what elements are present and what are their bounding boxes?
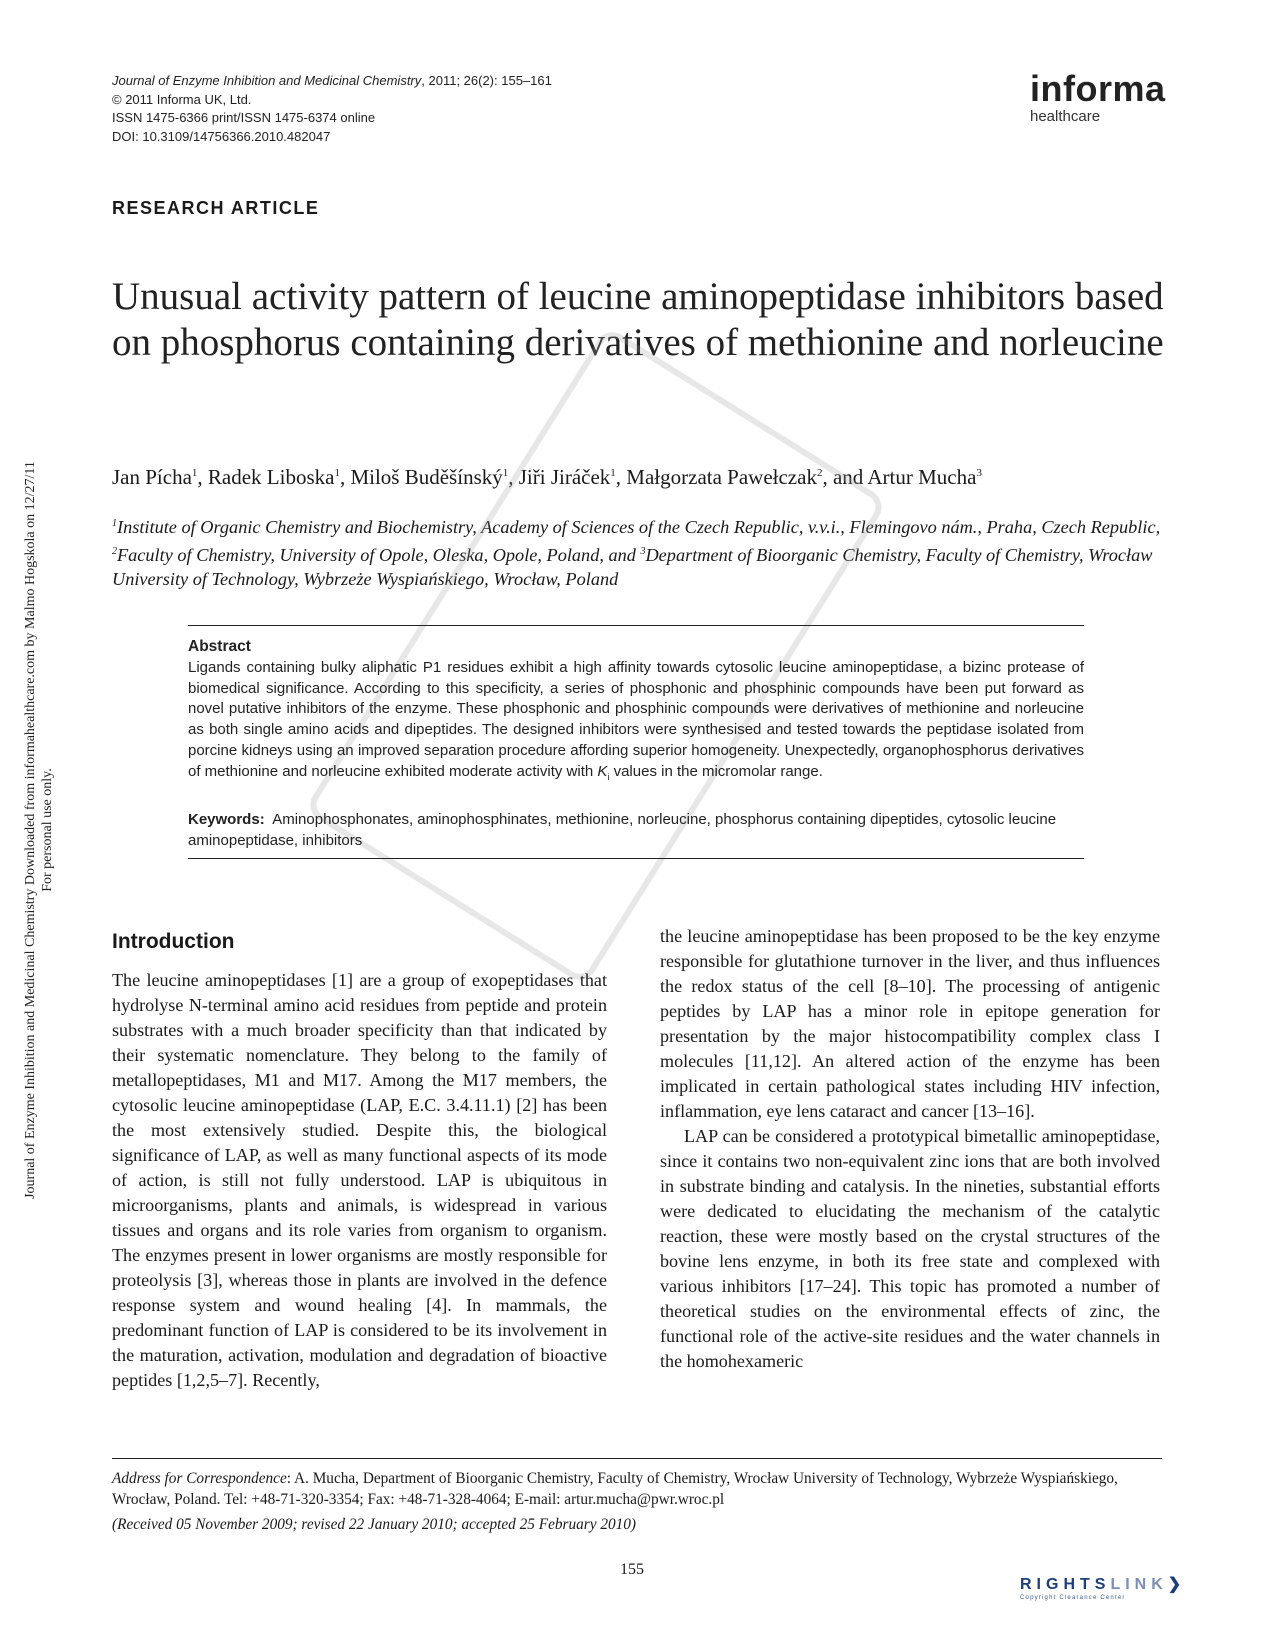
rightslink-sub: Copyright Clearance Center [1020,1595,1126,1601]
intro-column-right [660,924,1160,1374]
author: Artur Mucha [867,465,977,489]
abstract-body-end: values in the micromolar range. [609,762,823,780]
author: Jan Pícha [112,465,192,489]
author-affil-mark: 3 [976,467,982,479]
intro-column-left [112,968,607,1393]
ki-symbol: K [597,762,608,780]
affiliations [112,512,1177,592]
author: Jiři Jiráček [518,465,611,489]
affil-mark: 2 [112,545,117,557]
article-title: Unusual activity pattern of leucine aminopeptidase inhibitors based on phosphorus containing derivatives of methionine and norleucine [112,275,1164,364]
correspondence [112,1468,1172,1510]
issn: ISSN 1475-6366 print/ISSN 1475-6374 online [112,110,376,125]
abstract-heading: Abstract [188,638,251,655]
download-stamp-line1: Journal of Enzyme Inhibition and Medicinal Chemistry Downloaded from informahealthcare.com by Malmo Hogskola on 12/27/11 [23,461,38,1199]
affiliation-1: Institute of Organic Chemistry and Biochemistry, Academy of Sciences of the Czech Republic, v.v.i., Flemingovo nám., Praha, Czech Republic, [117,517,1161,538]
abstract-top-rule [188,625,1084,626]
author: Miloš Buděšínský [350,465,503,489]
affiliation-2: Faculty of Chemistry, University of Opole, Oleska, Opole, Poland, and [117,544,636,565]
intro-paragraph: the leucine aminopeptidase has been proposed to be the key enzyme responsible for glutathione turnover in the liver, and thus influences the redox status of the cell [8–10]. The processing of antigenic peptides by LAP has a minor role in epitope generation for presentation by the major histocompatibility complex class I molecules [11,12]. An altered action of the enzyme has been implicated in certain pathological states including HIV infection, inflammation, eye lens cataract and cancer [13–16]. [660,926,1160,1121]
intro-paragraph: LAP can be considered a prototypical bimetallic aminopeptidase, since it contains two non-equivalent zinc ions that are both involved in substrate binding and catalysis. In the nineties, substantial efforts were dedicated to elucidating the mechanism of the catalytic reaction, these were mostly based on the crystal structures of the bovine lens enzyme, in both its free state and complexed with various inhibitors [17–24]. This topic has promoted a number of theoretical studies on the environmental effects of zinc, the functional role of the active-site residues and the water channels in the homohexameric [660,1126,1160,1371]
affiliation-3: Department of Bioorganic Chemistry, Faculty of Chemistry, Wrocław University of Technology, Wybrzeże Wyspiańskiego, Wrocław, Poland [112,544,1153,590]
publisher-logo-sub: healthcare [1030,108,1101,125]
intro-paragraph: The leucine aminopeptidases [1] are a group of exopeptidases that hydrolyse N-terminal amino acid residues from peptide and protein substrates with a much broader specificity than that indicated by their systematic nomenclature. They belong to the family of metallopeptidases, M1 and M17. Among the M17 members, the cytosolic leucine aminopeptidase (LAP, E.C. 3.4.11.1) [2] has been the most extensively studied. Despite this, the biological significance of LAP, as well as many functional aspects of its mode of action, is still not fully understood. LAP is ubiquitous in microorganisms, plants and animals, is widespread in various tissues and organs and its role varies from organism to organism. The enzymes present in lower organisms are mostly responsible for proteolysis [3], whereas those in plants are involved in the defence response system and wound healing [4]. In mammals, the predominant function of LAP is considered to be its involvement in the maturation, activation, modulation and degradation of bioactive peptides [1,2,5–7]. Recently, [112,970,607,1390]
doi: DOI: 10.3109/14756366.2010.482047 [112,128,331,144]
journal-citation [112,72,552,91]
correspondence-text: : A. Mucha, Department of Bioorganic Chemistry, Faculty of Chemistry, Wrocław University of Technology, Wybrzeże Wyspiańskiego, Wrocław, Poland. Tel: +48-71-320-3354; Fax: +48-71-328-4064; E-mail: artur.mucha@pwr.wroc.pl [112,1470,1118,1508]
journal-ref: , 2011; 26(2): 155–161 [421,73,552,88]
author: Małgorzata Pawełczak [626,465,817,489]
author-affil-mark: 1 [334,467,340,479]
abstract-box [188,637,1084,788]
affil-mark: 1 [112,518,117,529]
abstract-bottom-rule [188,858,1084,859]
ki-subscript: i [607,771,610,782]
download-stamp [22,370,56,1290]
rightslink-logo-text [1020,1576,1186,1594]
article-type: RESEARCH ARTICLE [112,198,320,218]
author: Radek Liboska [207,465,335,489]
author-affil-mark: 2 [816,467,823,479]
publisher-logo-name: informa [1030,68,1166,109]
received-dates: (Received 05 November 2009; revised 22 January 2010; accepted 25 February 2010) [112,1516,637,1533]
rightslink-arrow-icon: ❯ [1167,1576,1187,1593]
journal-name: Journal of Enzyme Inhibition and Medicinal Chemistry [112,73,422,88]
author-affil-mark: 1 [191,467,198,479]
author-affil-mark: 1 [502,467,509,479]
keywords-label: Keywords: [188,811,265,828]
publisher-logo [1030,70,1166,126]
rightslink-logo[interactable] [1020,1576,1186,1602]
keywords [188,810,1084,852]
author-list: Jan Pícha$^1$, Radek Liboska$^1$, Miloš Buděšínský$^1$, Jiři Jiráček$^1$, Małgorzata Pawełczak$^2$, and Artur Mucha$^3$ [112,465,982,489]
correspondence-label: Address for Correspondence [112,1470,287,1487]
journal-citation-block [112,72,552,146]
download-stamp-line2: For personal use only. [40,768,55,892]
section-heading-introduction: Introduction [112,930,235,953]
page-number: 155 [620,1561,644,1578]
abstract-body: Ligands containing bulky aliphatic P1 residues exhibit a high affinity towards cytosolic leucine aminopeptidase, a bizinc protease of biomedical significance. According to this specificity, a series of phosphonic and phosphinic compounds have been put forward as novel putative inhibitors of the enzyme. These phosphonic and phosphinic compounds were derivatives of methionine and norleucine as both single amino acids and dipeptides. The designed inhibitors were synthesised and tested towards the peptidase isolated from porcine kidneys using an improved separation procedure affording superior homogeneity. Unexpectedly, organophosphorus derivatives of methionine and norleucine exhibited moderate activity with [188,658,1084,780]
copyright: © 2011 Informa UK, Ltd. [112,91,252,107]
rightslink-light: LINK [1110,1576,1168,1593]
footer-rule [112,1458,1162,1459]
keywords-list: Aminophosphonates, aminophosphinates, methionine, norleucine, phosphorus containing dipeptides, cytosolic leucine aminopeptidase, inhibitors [188,811,1057,849]
author-affil-mark: 1 [610,467,616,479]
abstract-text [188,658,1084,788]
rightslink-dark: RIGHTS [1020,1576,1111,1593]
affil-mark: 3 [640,545,646,557]
